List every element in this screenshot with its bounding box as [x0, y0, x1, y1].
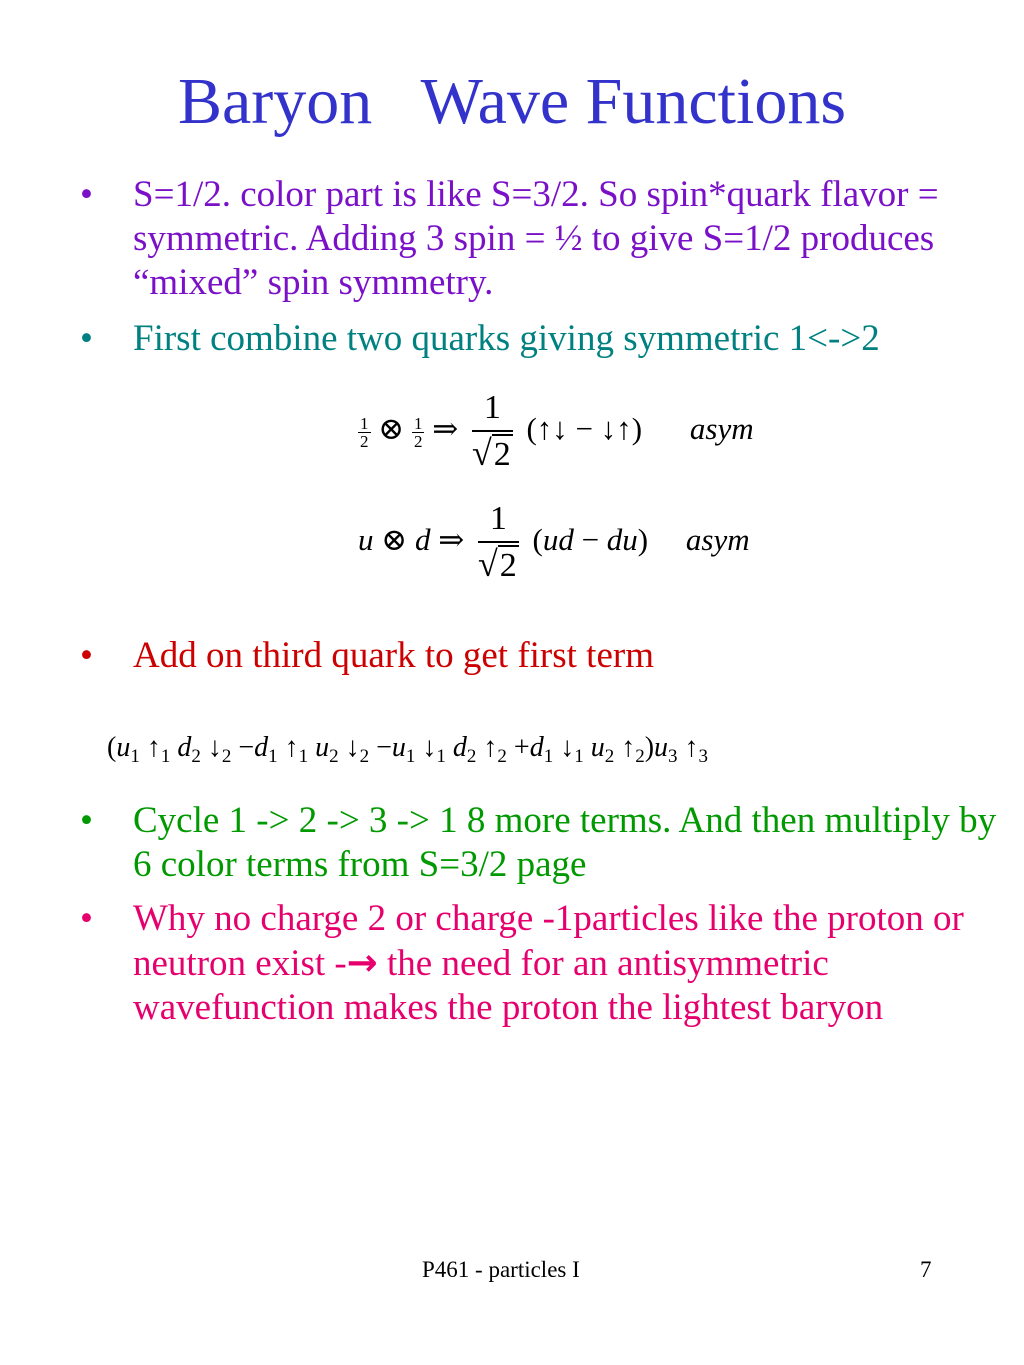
equation-first-term: ($u_1$ $↑_1$ $d_2$ $↓_2 -d_1$ $↑_1$ $u_2$ $↓_2 -u_1$ $↓_1$ $d_2$ $↑_2 +d_1$ $↓_1$ $u_2$ $↑_2)u_3$ $↑_3$ — [107, 732, 709, 767]
bullet-dot: • — [80, 635, 93, 676]
bullet-text: S=1/2. color part is like S=3/2. So spin*quark flavor = symmetric. Adding 3 spin = ½ to give S=1/2 produces “mixed” spin symmetry. — [133, 174, 939, 303]
slide-title: Baryon Wave Functions — [177, 65, 847, 138]
term-3: $-u_1$ $↓_1$ $d_2$ $↑_2$ — [376, 732, 507, 767]
bullet-text: First combine two quarks giving symmetric 1<->2 — [133, 318, 880, 359]
bullet-text-continued: the need for an antisymmetric wavefunction makes the proton the lightest baryon — [133, 943, 884, 1028]
otimes-symbol: ⊗ — [378, 411, 405, 447]
bullet-2 — [80, 317, 960, 361]
half-fraction: $\frac{1}{2}$ — [360, 413, 369, 451]
bullet-5 — [80, 897, 1000, 1030]
third-quark: $u_3$ $↑_3$ — [654, 732, 709, 767]
bullet-dot: • — [80, 174, 93, 215]
half-fraction: $\frac{1}{2}$ — [413, 413, 423, 451]
normalization-fraction: $\frac{1}{√2}$ — [477, 500, 517, 584]
term-4: $+d_1$ $↓_1$ $u_2$ $↑_2$ — [513, 732, 645, 767]
bullet-4 — [80, 799, 1000, 887]
footer-course: P461 - particles I — [422, 1257, 580, 1282]
otimes-symbol: ⊗ — [381, 522, 408, 558]
footer-page-number: 7 — [920, 1257, 932, 1282]
term-2: $-d_1$ $↑_1$ $u_2$ $↓_2$ — [238, 732, 370, 767]
bullet-text: Add on third quark to get first term — [133, 635, 654, 676]
flavor-expression: (ud − du) — [532, 522, 649, 558]
implies-symbol: ⇒ — [438, 522, 465, 558]
bullet-text: Cycle 1 -> 2 -> 3 -> 1 8 more terms. And then multiply by 6 color terms from S=3/2 page — [133, 800, 997, 885]
asym-label: asym — [689, 411, 754, 447]
bullet-3 — [80, 634, 1000, 678]
spin-state-expression: (↑↓ − ↓↑) — [526, 411, 643, 447]
bullet-dot: • — [80, 318, 93, 359]
equation-spin-combination — [358, 388, 754, 476]
term-1: ($u_1$ $↑_1$ $d_2$ $↓_2$ — [107, 732, 232, 767]
bullet-dot: • — [80, 800, 93, 841]
normalization-fraction: $\frac{1}{√2}$ — [471, 389, 511, 473]
equation-flavor-combination: u ⊗ d ⇒ $\frac{1}{√2}$ (ud − du) asym — [358, 499, 750, 587]
asym-label: asym — [685, 522, 750, 558]
bullet-dot: • — [80, 898, 93, 939]
bullet-1 — [80, 173, 1000, 305]
right-arrow-icon: → — [346, 941, 378, 984]
implies-symbol: ⇒ — [432, 411, 459, 447]
bullet-text: Why no charge 2 or charge -1particles like the proton or neutron exist - — [133, 898, 964, 984]
